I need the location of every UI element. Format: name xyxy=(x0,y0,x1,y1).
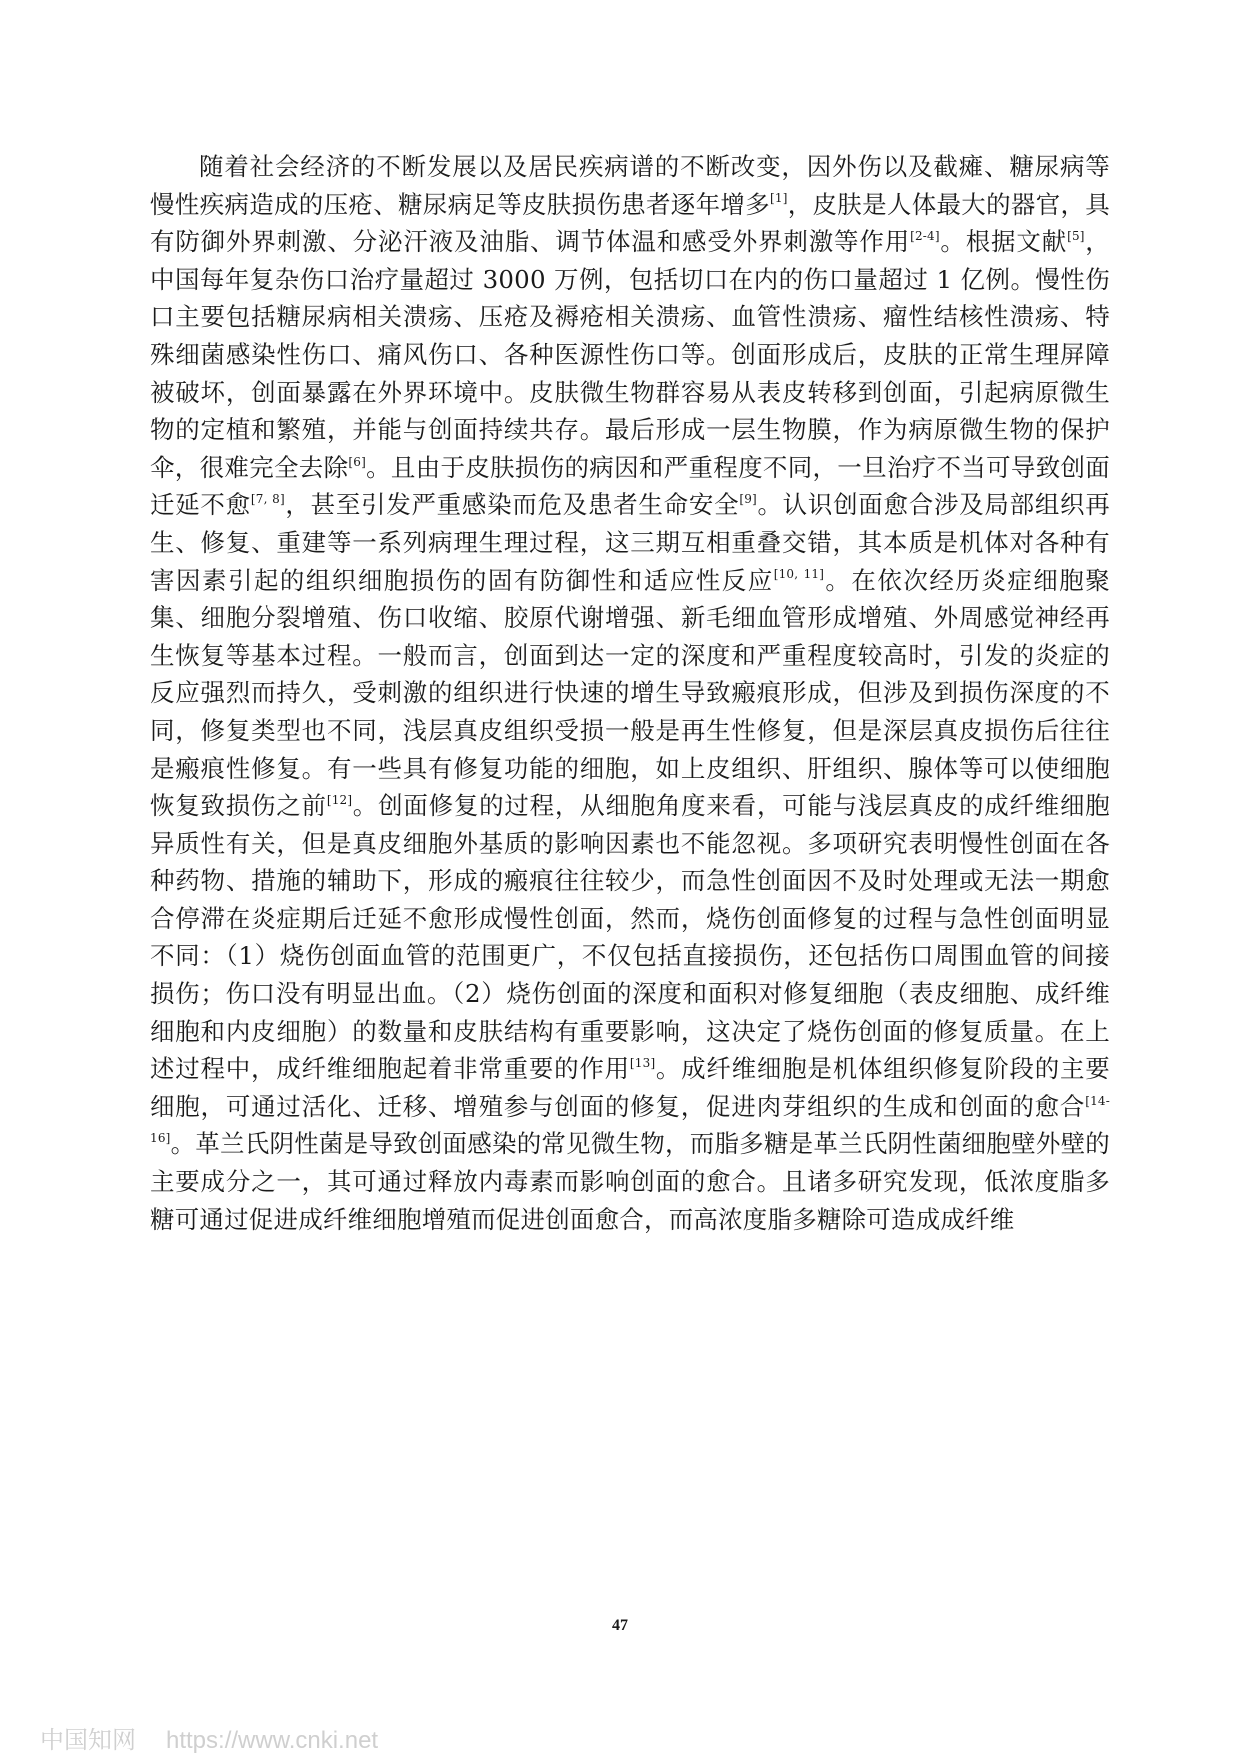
text-segment: 。根据文献 xyxy=(939,227,1068,257)
watermark-url: https://www.cnki.net xyxy=(166,1727,379,1754)
page-number: 47 xyxy=(612,1617,628,1634)
citation-ref: [10, 11] xyxy=(773,567,825,582)
citation-ref: [2-4] xyxy=(910,229,940,244)
citation-ref: [5] xyxy=(1067,229,1085,244)
citation-ref: [6] xyxy=(348,454,367,469)
text-segment: 。在依次经历炎症细胞聚集、细胞分裂增殖、伤口收缩、胶原代谢增强、新毛细血管形成增殖、外周感觉神经再生恢复等基本过程。一般而言，创面到达一定的深度和严重程度较高时，引发的炎症的反应强烈而持久，受刺激的组织进行快速的增生导致瘢痕形成，但涉及到损伤深度的不同，修复类型也不同，浅层真皮组织受损一般是再生性修复，但是深层真皮损伤后往往是瘢痕性修复。有一些具有修复功能的细胞，如上皮组织、肝组织、腺体等可以使细胞恢复致损伤之前 xyxy=(150,565,1110,821)
text-segment: ，皮肤是人体最大的器官，具有防御外界刺激、分泌汗液及油脂、调节体温和感受外界刺激等作用 xyxy=(150,189,1111,257)
text-segment: 随着社会经济的不断发展以及居民疾病谱的不断改变，因外伤以及截瘫、糖尿病等慢性疾病造成的压疮、糖尿病足等皮肤损伤患者逐年增多 xyxy=(150,152,1110,219)
watermark-brand: 中国知网 xyxy=(40,1727,136,1754)
citation-ref: [7, 8] xyxy=(250,492,285,507)
text-segment: 。创面修复的过程，从细胞角度来看，可能与浅层真皮的成纤维细胞异质性有关，但是真皮细胞外基质的影响因素也不能忽视。多项研究表明慢性创面在各种药物、措施的辅助下，形成的瘢痕往往较少，而急性创面因不及时处理或无法一期愈合停滞在炎症期后迁延不愈形成慢性创面，然而，烧伤创面修复的过程与急性创面明显不同：（1）烧伤创面血管的范围更广，不仅包括直接损伤，还包括伤口周围血管的间接损伤；伤口没有明显出血。（2）烧伤创面的深度和面积对修复细胞（表皮细胞、成纤维细胞和内皮细胞）的数量和皮肤结构有重要影响，这决定了烧伤创面的修复质量。在上述过程中，成纤维细胞起着非常重要的作用 xyxy=(150,791,1110,1084)
citation-ref: [1] xyxy=(770,191,788,206)
text-segment: ，甚至引发严重感染而危及患者生命安全 xyxy=(284,490,740,520)
citation-ref: [13] xyxy=(629,1056,656,1071)
citation-ref: [9] xyxy=(739,492,757,507)
citation-ref: [14-16] xyxy=(150,1093,1110,1146)
text-segment: 。革兰氏阴性菌是导致创面感染的常见微生物，而脂多糖是革兰氏阴性菌细胞壁外壁的主要成分之一，其可通过释放内毒素而影响创面的愈合。且诸多研究发现，低浓度脂多糖可通过促进成纤维细胞增殖而促进创面愈合，而高浓度脂多糖除可造成成纤维 xyxy=(150,1129,1110,1234)
text-segment: 。成纤维细胞是机体组织修复阶段的主要细胞，可通过活化、迁移、增殖参与创面的修复，促进肉芽组织的生成和创面的愈合 xyxy=(150,1054,1110,1121)
cnki-watermark xyxy=(40,1720,378,1755)
text-segment: ，中国每年复杂伤口治疗量超过 3000 万例，包括切口在内的伤口量超过 1 亿例。慢性伤口主要包括糖尿病相关溃疡、压疮及褥疮相关溃疡、血管性溃疡、瘤性结核性溃疡、特殊细菌感染性伤口、痛风伤口、各种医源性伤口等。创面形成后，皮肤的正常生理屏障被破坏，创面暴露在外界环境中。皮肤微生物群容易从表皮转移到创面，引起病原微生物的定植和繁殖，并能与创面持续共存。最后形成一层生物膜，作为病原微生物的保护伞，很难完全去除 xyxy=(150,227,1111,482)
text-segment: 。认识创面愈合涉及局部组织再生、修复、重建等一系列病理生理过程，这三期互相重叠交错，其本质是机体对各种有害因素引起的组织细胞损伤的固有防御性和适应性反应 xyxy=(150,490,1110,595)
text-segment: 。且由于皮肤损伤的病因和严重程度不同，一旦治疗不当可导致创面迁延不愈 xyxy=(150,452,1110,520)
body-paragraph xyxy=(150,148,1110,1238)
citation-ref: [12] xyxy=(326,792,353,807)
